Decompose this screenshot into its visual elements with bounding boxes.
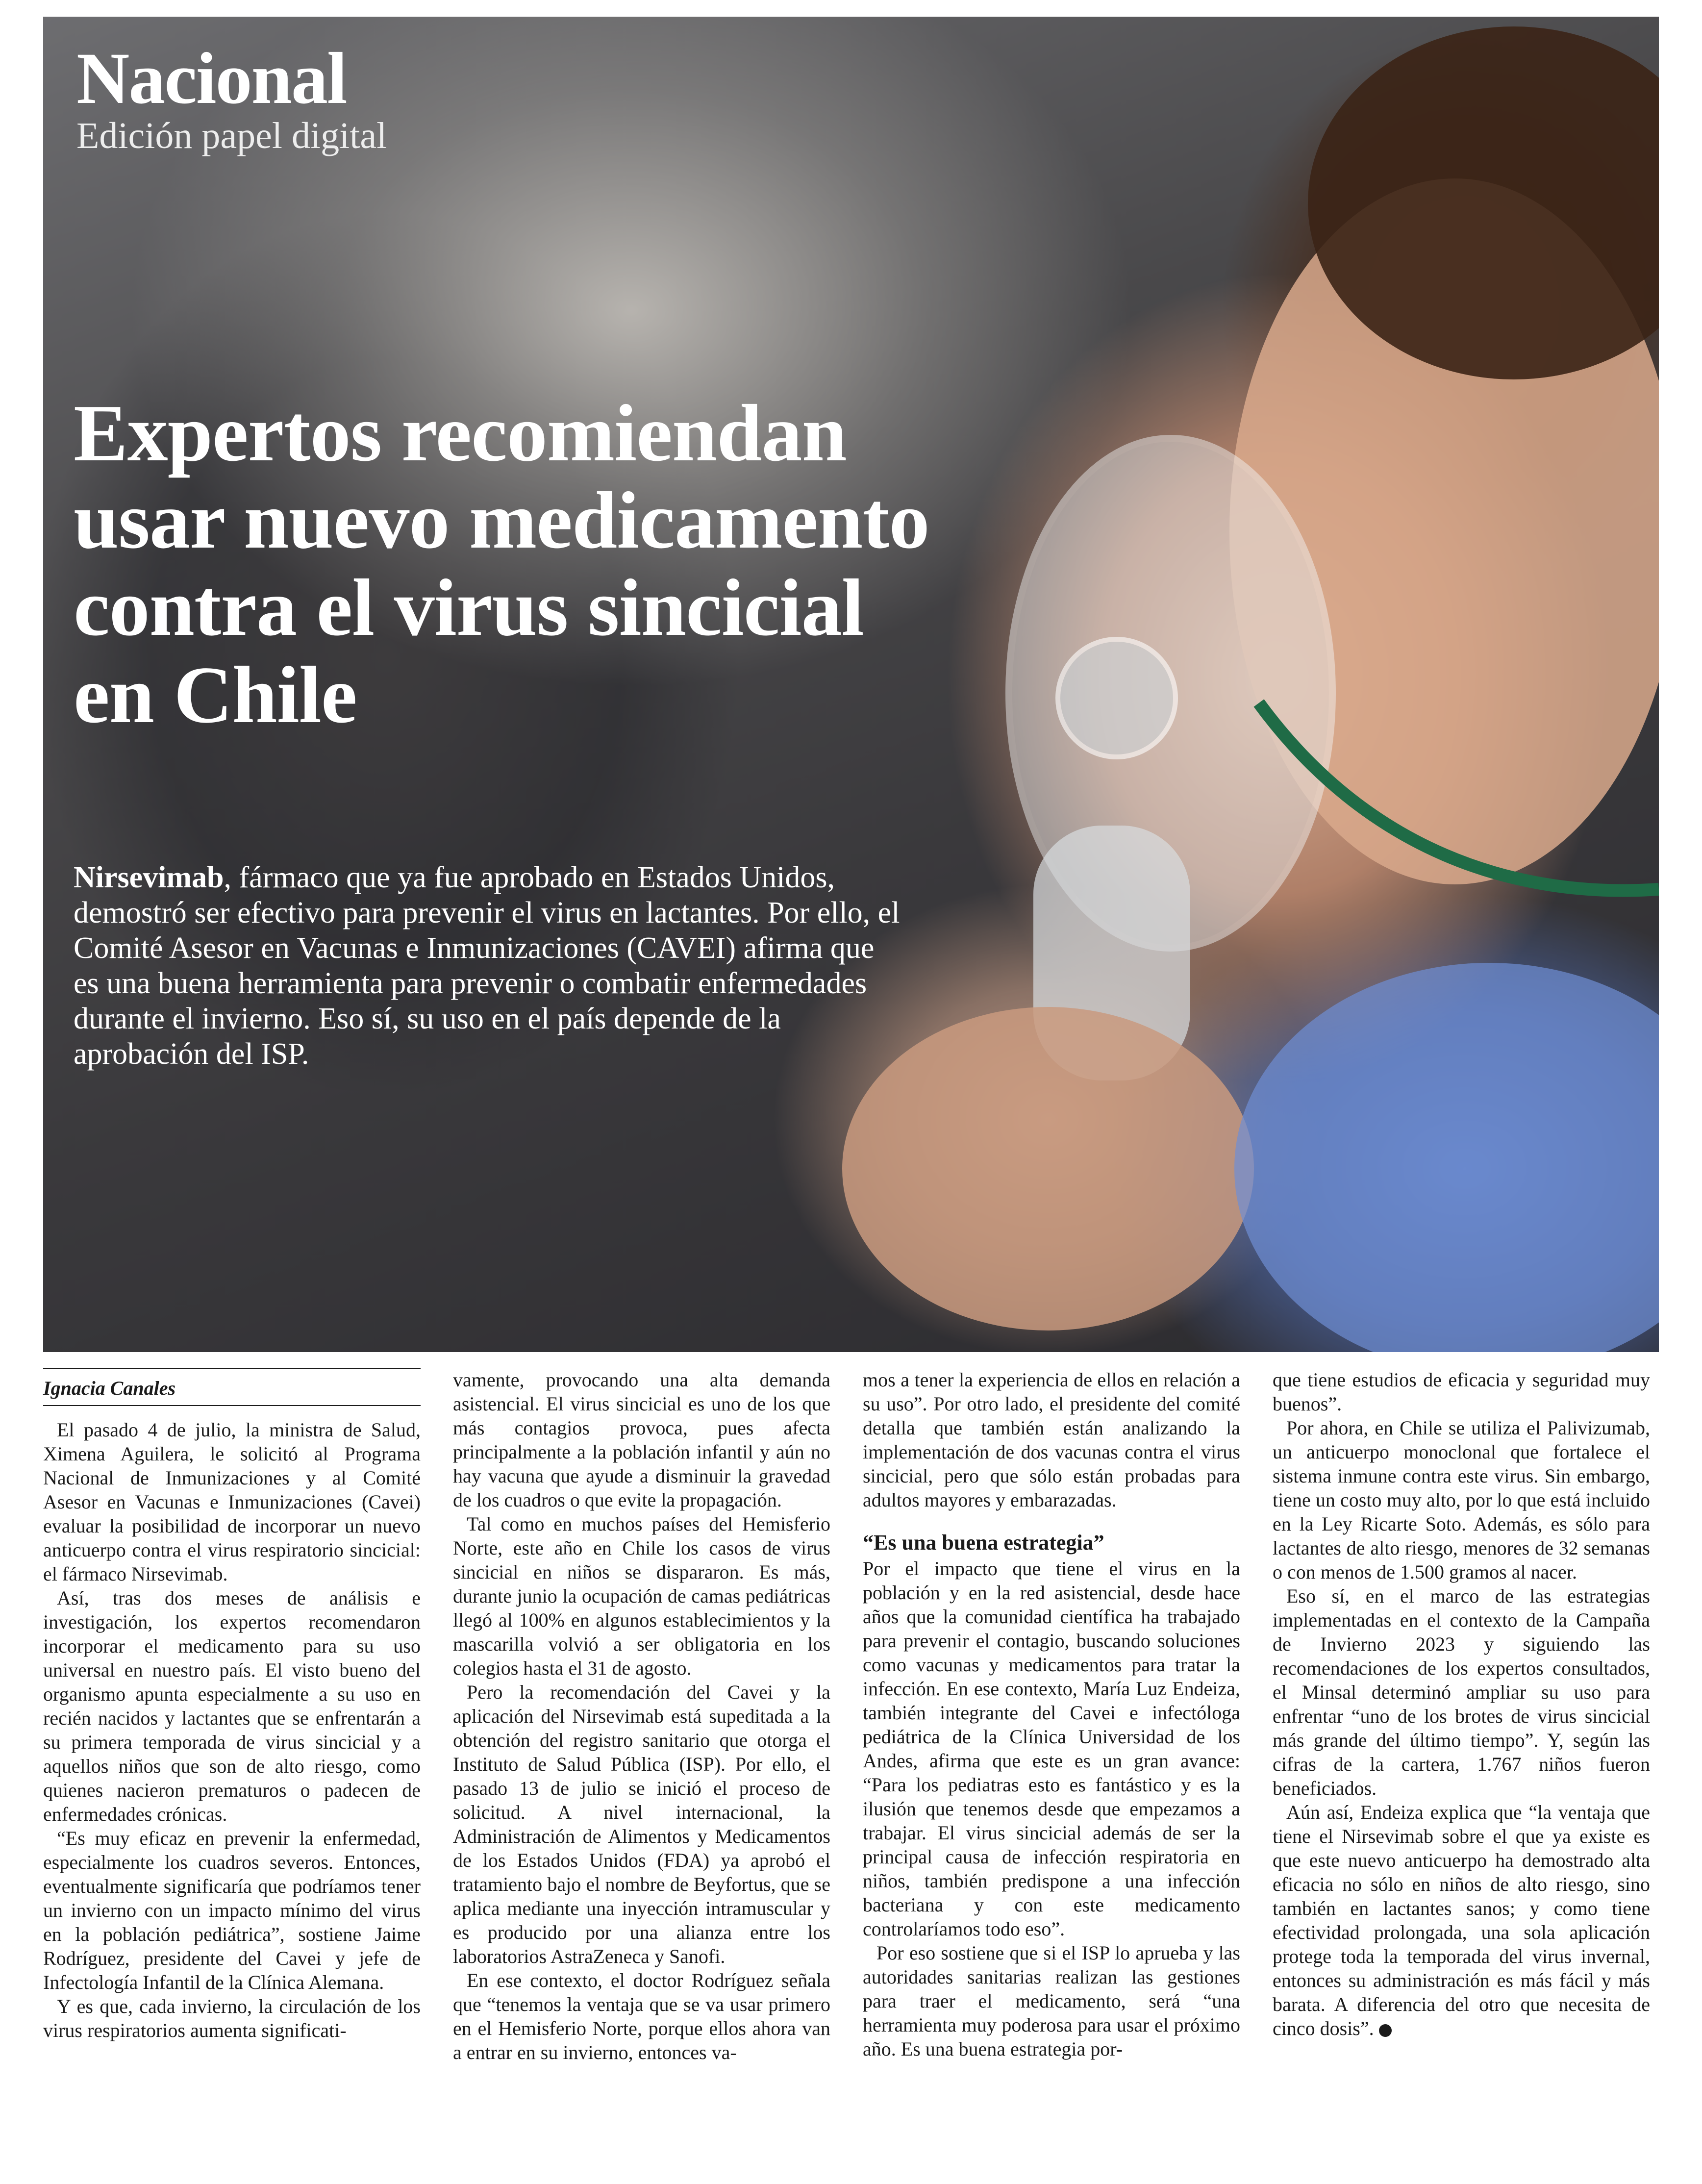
paragraph: Pero la recomendación del Cavei y la aplicación del Nirsevimab está supeditada a la obtención del registro sanitario que otorga el Instituto de Salud Pública (ISP). Por ello, el pasado 13 de julio se inició el proceso de solicitud. A nivel internacional, la Administración de Alimentos y Medicamentos de los Estados Unidos (FDA) ya aprobó el tratamiento bajo el nombre de Beyfortus, que se aplica mediante una inyección intramuscular y es producido por una alianza entre los laboratorios AstraZeneca y Sanofi. [453, 1681, 830, 1967]
paragraph-final-text: Aún así, Endeiza explica que “la ventaja que tiene el Nirsevimab sobre el que ya existe es que este nuevo anticuerpo ha demostrado alta eficacia no sólo en niños de alto riesgo, sino también en lactantes sanos; y como tiene efectividad prolongada, una sola aplicación protege toda la temporada del virus invernal, entonces su administración es más fácil y más barata. A diferencia del otro que necesita de cinco dosis”. [1273, 1801, 1650, 2039]
paragraph: mos a tener la experiencia de ellos en relación a su uso”. Por otro lado, el presidente del comité detalla que también están analizando la implementación de dos vacunas contra el virus sincicial, pero que sólo están probadas para adultos mayores y embarazadas. [863, 1369, 1240, 1511]
paragraph: El pasado 4 de julio, la ministra de Salud, Ximena Aguilera, le solicitó al Programa Nacional de Inmunizaciones y al Comité Asesor en Vacunas e Inmunizaciones (Cavei) evaluar la posibilidad de incorporar un nuevo anticuerpo contra el virus respiratorio sincicial: el fármaco Nirsevimab. [43, 1419, 421, 1585]
section-subtitle: Edición papel digital [76, 115, 387, 156]
paragraph: Por el impacto que tiene el virus en la población y en la red asistencial, desde hace años que la comunidad científica ha trabajado para prevenir el contagio, buscando soluciones como vacunas y medicamentos para tratar la infección. En ese contexto, María Luz Endeiza, también integrante del Cavei e infectóloga pediátrica de la Clínica Universidad de los Andes, afirma que este es un gran avance: “Para los pediatras esto es fantástico y es la ilusión que tenemos desde que empezamos a trabajar. El virus sincicial además de ser la principal causa de infección respiratoria en niños, también predispone a una infección bacteriana y con este medicamento controlaríamos todo eso”. [863, 1557, 1240, 1940]
paragraph: vamente, provocando una alta demanda asistencial. El virus sincicial es uno de los que más contagios provoca, pues afecta principalmente a la población infantil y aún no hay vacuna que ayude a disminuir la gravedad de los cuadros o que evite la propagación. [453, 1369, 830, 1511]
article-column-4 [1273, 1368, 1650, 2040]
paragraph-final [1273, 1800, 1650, 2040]
section-name: Nacional [76, 38, 347, 119]
lead-bold: Nirsevimab [74, 861, 224, 894]
byline: Ignacia Canales [43, 1368, 421, 1406]
paragraph: Por ahora, en Chile se utiliza el Palivizumab, un anticuerpo monoclonal que fortalece el sistema inmune contra este virus. Sin embargo, tiene un costo muy alto, por lo que está incluido en la Ley Ricarte Soto. Además, es sólo para lactantes de alto riesgo, menores de 32 semanas o con menos de 1.500 gramos al nacer. [1273, 1417, 1650, 1583]
subhead: “Es una buena estrategia” [863, 1531, 1104, 1555]
hero-photo [43, 17, 1659, 1352]
article-column-1 [43, 1368, 421, 2042]
paragraph: que tiene estudios de eficacia y seguridad muy buenos”. [1273, 1369, 1650, 1415]
paragraph: Eso sí, en el marco de las estrategias implementadas en el contexto de la Campaña de Invierno 2023 y siguiendo las recomendaciones de los expertos consultados, el Minsal determinó ampliar su uso para enfrentar “uno de los brotes de virus sincicial más grande del último tiempo”. Y, según las cifras de la cartera, 1.767 niños fueron beneficiados. [1273, 1585, 1650, 1799]
lead-paragraph [74, 860, 907, 1072]
paragraph: Por eso sostiene que si el ISP lo aprueba y las autoridades sanitarias realizan las gestiones para traer el medicamento, será “una herramienta muy poderosa para usar el próximo año. Es una buena estrategia por- [863, 1942, 1240, 2060]
paragraph: Y es que, cada invierno, la circulación de los virus respiratorios aumenta significati- [43, 1995, 421, 2041]
article-column-2 [453, 1368, 830, 2064]
headline: Expertos recomiendan usar nuevo medicamento contra el virus sincicial en Chile [74, 388, 929, 740]
article-column-3 [863, 1368, 1240, 2061]
paragraph: Así, tras dos meses de análisis e investigación, los expertos recomendaron incorporar el medicamento para su uso universal en nuestro país. El visto bueno del organismo apunta especialmente a su uso en recién nacidos y lactantes que se enfrentarán a su primera temporada de virus sincicial y a aquellos niños que son de alto riesgo, como quienes nacieron prematuros o padecen de enfermedades crónicas. [43, 1587, 421, 1825]
lead-text: , fármaco que ya fue aprobado en Estados Unidos, demostró ser efectivo para prevenir el virus en lactantes. Por ello, el Comité Asesor en Vacunas e Inmunizaciones (CAVEI) afirma que es una buena herramienta para prevenir o combatir enfermedades durante el invierno. Eso sí, su uso en el país depende de la aprobación del ISP. [74, 861, 900, 1071]
paragraph: Tal como en muchos países del Hemisferio Norte, este año en Chile los casos de virus sincicial en niños se dispararon. Es más, durante junio la ocupación de camas pediátricas llegó al 100% en algunos establecimientos y la mascarilla volvió a ser obligatoria en los colegios hasta el 31 de agosto. [453, 1513, 830, 1679]
paragraph: En ese contexto, el doctor Rodríguez señala que “tenemos la ventaja que se va usar primero en el Hemisferio Norte, porque ellos ahora van a entrar en su invierno, entonces va- [453, 1969, 830, 2063]
paragraph: “Es muy eficaz en prevenir la enfermedad, especialmente los cuadros severos. Entonces, eventualmente significaría que podríamos tener un invierno con un impacto mínimo del virus en la población pediátrica”, sostiene Jaime Rodríguez, presidente del Cavei y jefe de Infectología Infantil de la Clínica Alemana. [43, 1827, 421, 1993]
end-of-article-icon [1379, 2024, 1392, 2037]
